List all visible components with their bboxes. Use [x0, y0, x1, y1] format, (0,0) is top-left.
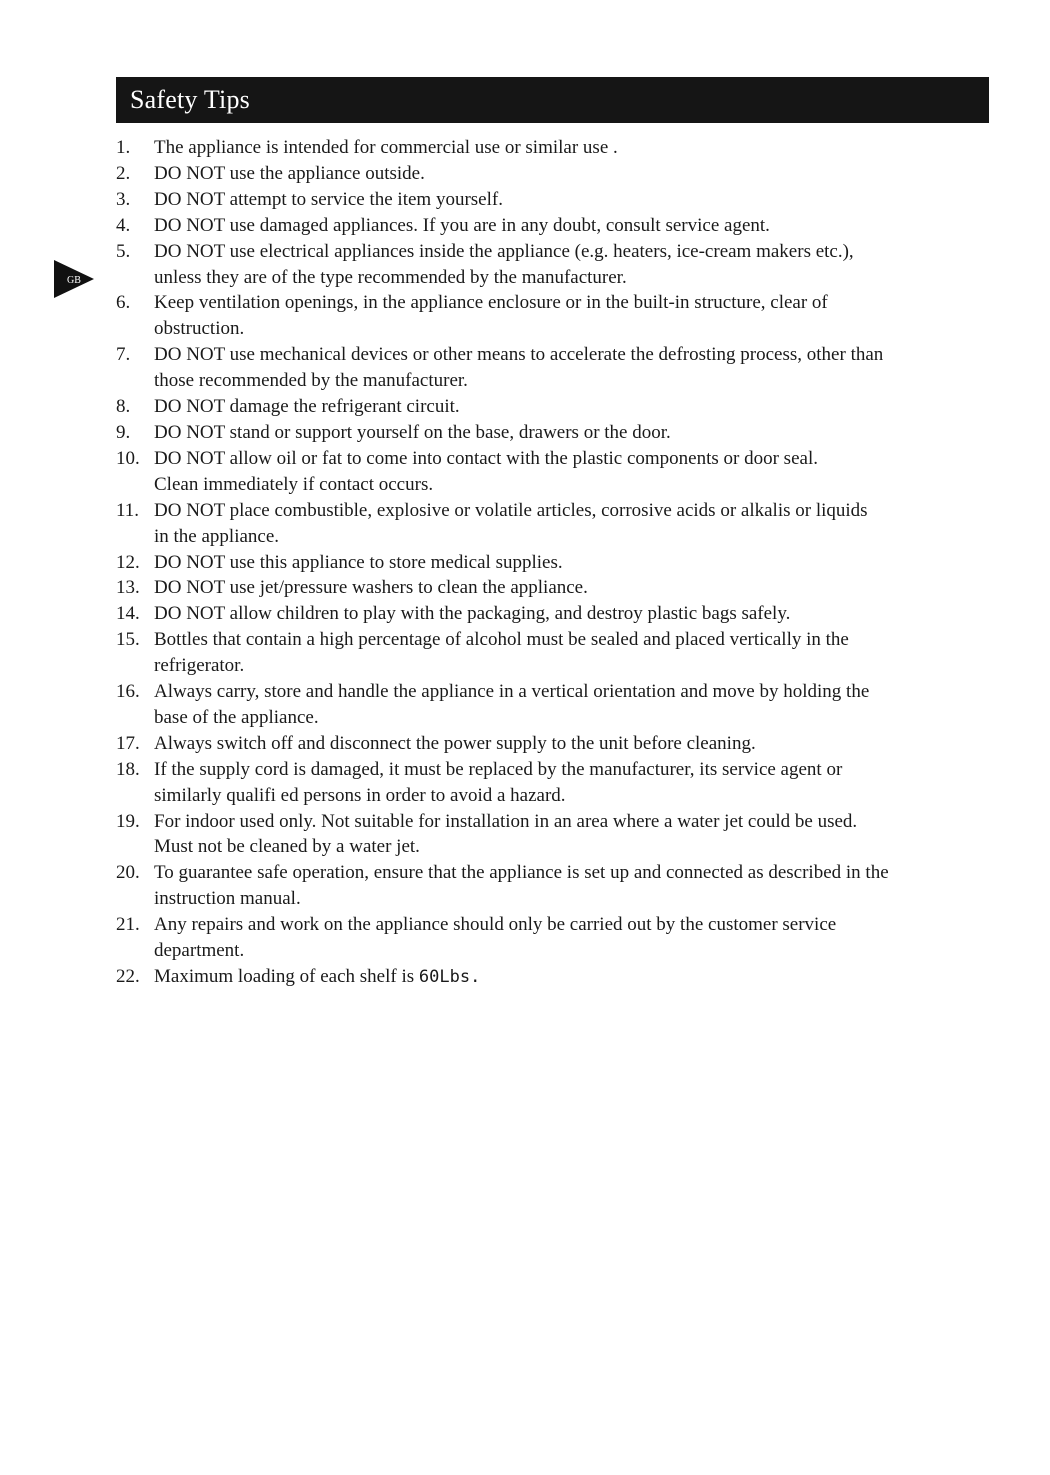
safety-tip-item	[116, 213, 996, 239]
tip-text-line: in the appliance.	[154, 525, 280, 547]
tip-number: 15.	[116, 629, 140, 651]
safety-tip-item	[116, 679, 996, 731]
tip-text-line: refrigerator.	[154, 655, 245, 677]
shelf-load-value: 60Lbs.	[418, 967, 481, 987]
tip-number: 18.	[116, 758, 140, 780]
safety-tip-item	[116, 161, 996, 187]
tip-text-line: DO NOT use damaged appliances. If you are in any doubt, consult service agent.	[154, 214, 770, 236]
tip-text-line: base of the appliance.	[154, 706, 319, 728]
safety-tip-item	[116, 342, 996, 394]
tip-text-line: similarly qualifi ed persons in order to avoid a hazard.	[154, 784, 566, 806]
tip-text-line: For indoor used only. Not suitable for installation in an area where a water jet could be used.	[154, 810, 858, 832]
tip-text-line: Bottles that contain a high percentage of alcohol must be sealed and placed vertically in the	[154, 629, 849, 651]
tip-text-line	[154, 964, 996, 991]
safety-tip-item	[116, 860, 996, 912]
safety-tip-item	[116, 964, 996, 991]
tip-text-line: unless they are of the type recommended by the manufacturer.	[154, 266, 627, 288]
tip-text-line: those recommended by the manufacturer.	[154, 370, 468, 392]
tip-number: 6.	[116, 292, 131, 314]
tip-text-line: To guarantee safe operation, ensure that the appliance is set up and connected as described in the	[154, 862, 889, 884]
tip-number: 22.	[116, 966, 140, 987]
tip-text-line: DO NOT attempt to service the item yourself.	[154, 188, 503, 210]
safety-tip-item	[116, 627, 996, 679]
safety-tip-item	[116, 550, 996, 576]
safety-tip-item	[116, 912, 996, 964]
tip-number: 12.	[116, 551, 140, 573]
safety-tip-item	[116, 731, 996, 757]
section-title: Safety Tips	[130, 85, 250, 114]
safety-tip-item	[116, 757, 996, 809]
tip-text-line: If the supply cord is damaged, it must be replaced by the manufacturer, its service agent or	[154, 758, 843, 780]
tip-text-line: DO NOT damage the refrigerant circuit.	[154, 396, 460, 418]
safety-tip-item	[116, 239, 996, 291]
tip-number: 14.	[116, 603, 140, 625]
tip-text-line: Keep ventilation openings, in the appliance enclosure or in the built-in structure, clear of	[154, 292, 828, 314]
tip-number: 21.	[116, 914, 140, 936]
tip-number: 2.	[116, 162, 131, 184]
safety-tip-item	[116, 809, 996, 861]
safety-tip-item	[116, 394, 996, 420]
tip-text-line: DO NOT use jet/pressure washers to clean the appliance.	[154, 577, 588, 599]
safety-tip-item	[116, 420, 996, 446]
safety-tip-item	[116, 135, 996, 161]
tip-text-line: Any repairs and work on the appliance should only be carried out by the customer service	[154, 914, 837, 936]
safety-tip-item	[116, 187, 996, 213]
tip-text-line: DO NOT allow oil or fat to come into contact with the plastic components or door seal.	[154, 447, 818, 469]
tip-number: 8.	[116, 396, 131, 418]
tip-text-line: department.	[154, 940, 245, 962]
tip-number: 17.	[116, 732, 140, 754]
tip-text-line: DO NOT use the appliance outside.	[154, 162, 425, 184]
tip-text-line: The appliance is intended for commercial use or similar use .	[154, 137, 618, 158]
tip-number: 9.	[116, 421, 131, 443]
tip-text-line: DO NOT place combustible, explosive or volatile articles, corrosive acids or alkalis or liquids	[154, 499, 868, 521]
tip-number: 4.	[116, 214, 131, 236]
safety-tip-item	[116, 446, 996, 498]
safety-tips-list	[116, 135, 996, 991]
tip-text-line: Always switch off and disconnect the power supply to the unit before cleaning.	[154, 732, 756, 754]
safety-tip-item	[116, 575, 996, 601]
tip-number: 13.	[116, 577, 140, 599]
safety-tip-item	[116, 601, 996, 627]
tip-number: 1.	[116, 137, 131, 158]
tip-text-line: DO NOT allow children to play with the packaging, and destroy plastic bags safely.	[154, 603, 791, 625]
safety-tip-item	[116, 498, 996, 550]
tip-number: 3.	[116, 188, 131, 210]
language-tab	[54, 260, 94, 298]
tip-number: 10.	[116, 447, 140, 469]
tip-text-line: DO NOT use this appliance to store medical supplies.	[154, 551, 563, 573]
tip-text-line: Always carry, store and handle the appliance in a vertical orientation and move by holding the	[154, 681, 870, 703]
tip-number: 7.	[116, 344, 131, 366]
tip-text-line: DO NOT stand or support yourself on the base, drawers or the door.	[154, 421, 671, 443]
tip-number: 16.	[116, 681, 140, 703]
tip-text: Maximum loading of each shelf is	[154, 966, 415, 987]
tip-text-line: Clean immediately if contact occurs.	[154, 473, 434, 495]
tip-text-line: Must not be cleaned by a water jet.	[154, 836, 420, 858]
tip-text-line: DO NOT use electrical appliances inside the appliance (e.g. heaters, ice-cream makers etc.),	[154, 240, 854, 262]
section-header-bar	[116, 77, 989, 123]
tip-text-line: DO NOT use mechanical devices or other means to accelerate the defrosting process, other than	[154, 344, 884, 366]
tip-number: 5.	[116, 240, 131, 262]
tip-number: 20.	[116, 862, 140, 884]
triangle-pointer-icon	[54, 260, 94, 298]
tip-number: 11.	[116, 499, 140, 521]
language-tab-label: GB	[67, 275, 81, 286]
tip-text-line: obstruction.	[154, 318, 245, 340]
safety-tip-item	[116, 290, 996, 342]
tip-number: 19.	[116, 810, 140, 832]
tip-text-line: instruction manual.	[154, 888, 301, 910]
